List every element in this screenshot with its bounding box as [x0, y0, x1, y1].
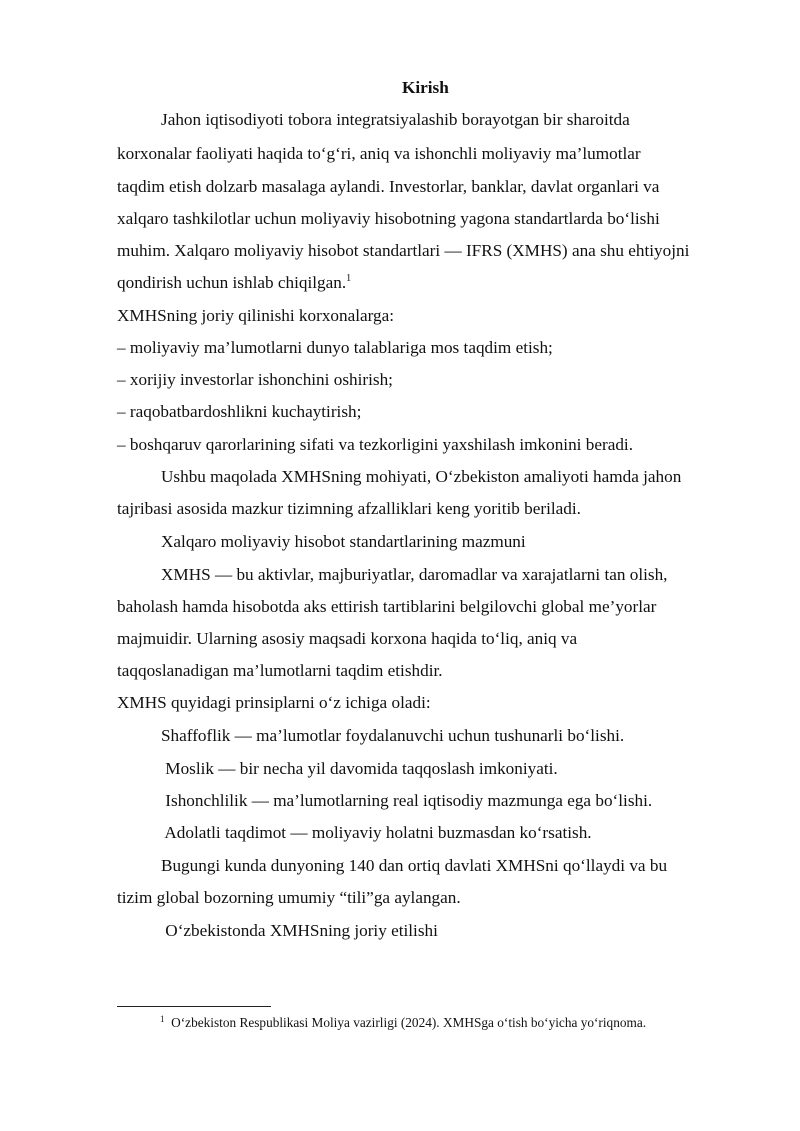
intro-line-text: qondirish uchun ishlab chiqilgan. — [117, 273, 347, 292]
benefits-lead: XMHSning joriy qilinishi korxonalarga: — [117, 306, 395, 325]
definition-line: taqqoslanadigan ma’lumotlarni taqdim etishdir. — [117, 661, 443, 680]
principle-item: Shaffoflik — ma’lumotlar foydalanuvchi uchun tushunarli bo‘lishi. — [161, 726, 625, 745]
section-heading: Xalqaro moliyaviy hisobot standartlarining mazmuni — [161, 532, 526, 551]
scope-line: Ushbu maqolada XMHSning mohiyati, O‘zbekiston amaliyoti hamda jahon — [161, 467, 682, 486]
principles-lead: XMHS quyidagi prinsiplarni o‘z ichiga oladi: — [117, 693, 431, 712]
benefit-item: – boshqaruv qarorlarining sifati va tezkorligini yaxshilash imkonini beradi. — [117, 435, 633, 454]
intro-line: muhim. Xalqaro moliyaviy hisobot standartlari — IFRS (XMHS) ana shu ehtiyojni — [117, 241, 690, 260]
principle-item: Adolatli taqdimot — moliyaviy holatni buzmasdan ko‘rsatish. — [161, 823, 592, 842]
benefit-item: – moliyaviy ma’lumotlarni dunyo talablariga mos taqdim etish; — [117, 338, 553, 357]
footnote-reference[interactable]: 1 — [346, 273, 352, 284]
definition-line: majmuidir. Ularning asosiy maqsadi korxona haqida to‘liq, aniq va — [117, 629, 578, 648]
page-title: Kirish — [402, 78, 449, 97]
benefit-item: – xorijiy investorlar ishonchini oshirish; — [117, 370, 393, 389]
section-heading: O‘zbekistonda XMHSning joriy etilishi — [161, 921, 438, 940]
intro-line: xalqaro tashkilotlar uchun moliyaviy hisobotning yagona standartlarda bo‘lishi — [117, 209, 660, 228]
definition-line: XMHS — bu aktivlar, majburiyatlar, daromadlar va xarajatlarni tan olish, — [161, 565, 668, 584]
definition-line: baholash hamda hisobotda aks ettirish tartiblarini belgilovchi global me’yorlar — [117, 597, 657, 616]
global-use-line: Bugungi kunda dunyoning 140 dan ortiq davlati XMHSni qo‘llaydi va bu — [161, 856, 668, 875]
global-use-line: tizim global bozorning umumiy “tili”ga aylangan. — [117, 888, 461, 907]
footnote — [160, 1015, 646, 1031]
intro-line: korxonalar faoliyati haqida to‘g‘ri, aniq va ishonchli moliyaviy ma’lumotlar — [117, 144, 641, 163]
intro-line — [117, 274, 351, 291]
benefit-item: – raqobatbardoshlikni kuchaytirish; — [117, 402, 362, 421]
intro-line: taqdim etish dolzarb masalaga aylandi. Investorlar, banklar, davlat organlari va — [117, 177, 660, 196]
principle-item: Ishonchlilik — ma’lumotlarning real iqtisodiy mazmunga ega bo‘lishi. — [161, 791, 653, 810]
footnote-text: O‘zbekiston Respublikasi Moliya vazirligi (2024). XMHSga o‘tish bo‘yicha yo‘riqnoma. — [171, 1015, 647, 1030]
intro-line: Jahon iqtisodiyoti tobora integratsiyalashib borayotgan bir sharoitda — [161, 110, 630, 129]
footnote-separator — [117, 1006, 271, 1007]
footnote-number: 1 — [160, 1014, 165, 1024]
scope-line: tajribasi asosida mazkur tizimning afzalliklari keng yoritib beriladi. — [117, 499, 581, 518]
principle-item: Moslik — bir necha yil davomida taqqoslash imkoniyati. — [161, 759, 558, 778]
